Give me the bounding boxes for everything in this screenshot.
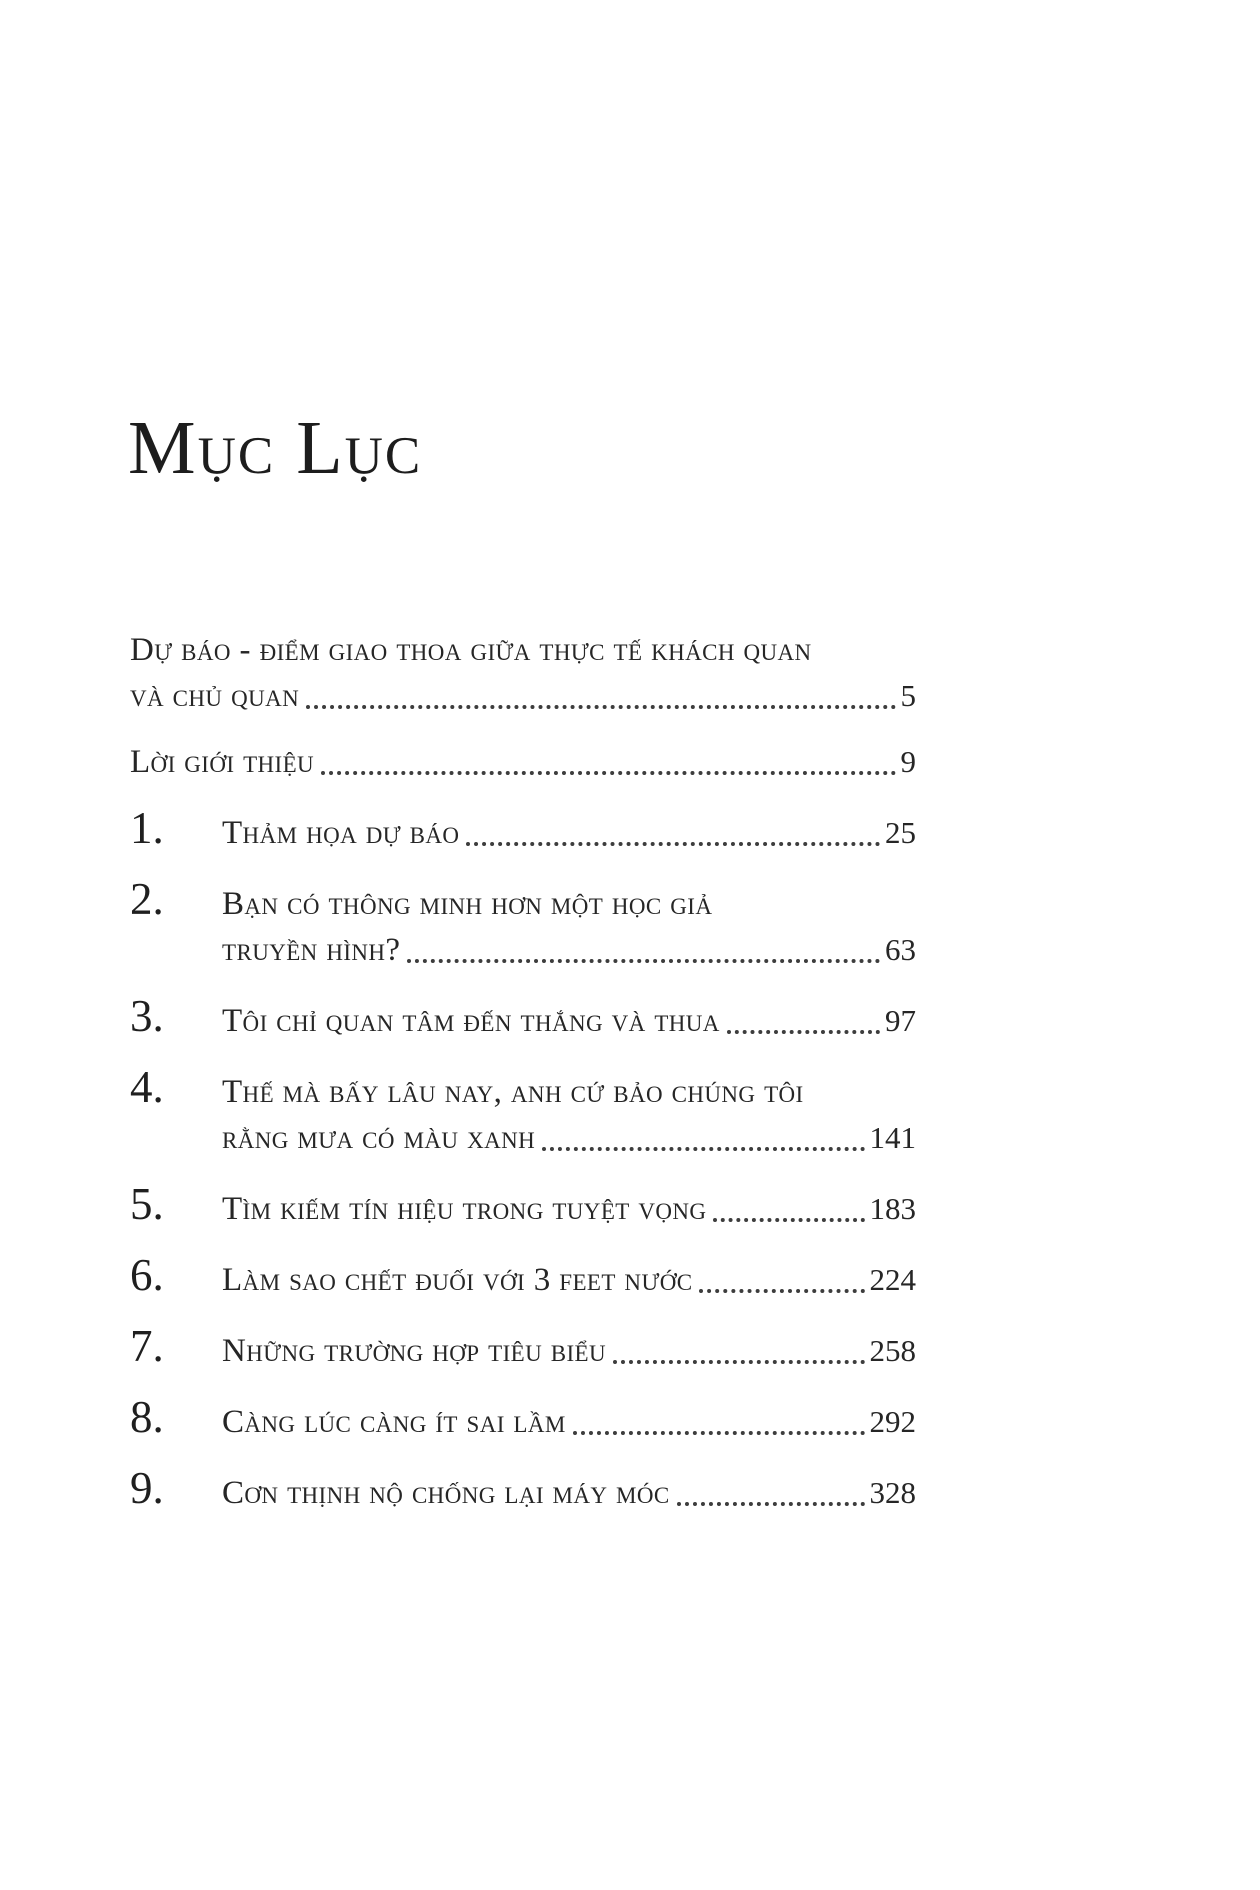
entry-page-number: 63 [885, 932, 916, 967]
toc-entry [130, 1252, 916, 1303]
toc-entry [130, 1064, 916, 1161]
entry-page-number: 25 [885, 815, 916, 850]
dot-leader [573, 1431, 865, 1435]
toc-entry [130, 876, 916, 973]
entry-title: Cơn thịnh nộ chống lại máy móc [222, 1475, 670, 1511]
dot-leader [713, 1218, 864, 1222]
toc-entry [130, 627, 916, 719]
entry-page-number: 183 [869, 1191, 916, 1226]
chapter-number: 6. [130, 1250, 164, 1300]
dot-leader [613, 1360, 864, 1364]
entry-title: Làm sao chết đuối với 3 feet nước [222, 1262, 693, 1298]
table-of-contents [130, 627, 916, 1536]
entry-title: Thảm họa dự báo [222, 815, 460, 851]
entry-title: Càng lúc càng ít sai lầm [222, 1404, 566, 1440]
chapter-number: 5. [130, 1179, 164, 1229]
entry-title-continued: truyền hình? [222, 932, 401, 968]
dot-leader [542, 1147, 864, 1151]
toc-entry [130, 805, 916, 856]
chapter-number: 4. [130, 1062, 164, 1112]
toc-entry [130, 1323, 916, 1374]
toc-entry [130, 993, 916, 1044]
chapter-number: 7. [130, 1321, 164, 1371]
dot-leader [407, 959, 880, 963]
dot-leader [677, 1502, 865, 1506]
dot-leader [321, 771, 895, 775]
dot-leader [727, 1030, 880, 1034]
chapter-number: 9. [130, 1463, 164, 1513]
toc-entry [130, 1394, 916, 1445]
entry-page-number: 258 [869, 1333, 916, 1368]
entry-title: Thế mà bấy lâu nay, anh cứ bảo chúng tôi [222, 1074, 804, 1110]
entry-title: Lời giới thiệu [130, 744, 315, 780]
chapter-number: 1. [130, 803, 164, 853]
dot-leader [306, 705, 895, 709]
chapter-number: 8. [130, 1392, 164, 1442]
entry-page-number: 224 [869, 1262, 916, 1297]
entry-title-continued: và chủ quan [130, 678, 300, 714]
entry-page-number: 292 [869, 1404, 916, 1439]
entry-page-number: 141 [869, 1120, 916, 1155]
entry-page-number: 5 [900, 678, 916, 713]
chapter-number: 3. [130, 991, 164, 1041]
entry-page-number: 328 [869, 1475, 916, 1510]
dot-leader [699, 1289, 864, 1293]
toc-entry [130, 1181, 916, 1232]
entry-title: Tôi chỉ quan tâm đến thắng và thua [222, 1003, 720, 1039]
toc-entry [130, 1465, 916, 1516]
entry-title-continued: rằng mưa có màu xanh [222, 1120, 536, 1156]
entry-title: Tìm kiếm tín hiệu trong tuyệt vọng [222, 1191, 707, 1227]
chapter-number: 2. [130, 874, 164, 924]
entry-title: Dự báo - điểm giao thoa giữa thực tế khách quan [130, 632, 812, 668]
entry-title: Bạn có thông minh hơn một học giả [222, 886, 713, 922]
toc-entry [130, 739, 916, 785]
entry-page-number: 97 [885, 1003, 916, 1038]
dot-leader [466, 842, 880, 846]
entry-title: Những trường hợp tiêu biểu [222, 1333, 607, 1369]
entry-page-number: 9 [900, 744, 916, 779]
page-title: Mục Lục [128, 406, 423, 490]
